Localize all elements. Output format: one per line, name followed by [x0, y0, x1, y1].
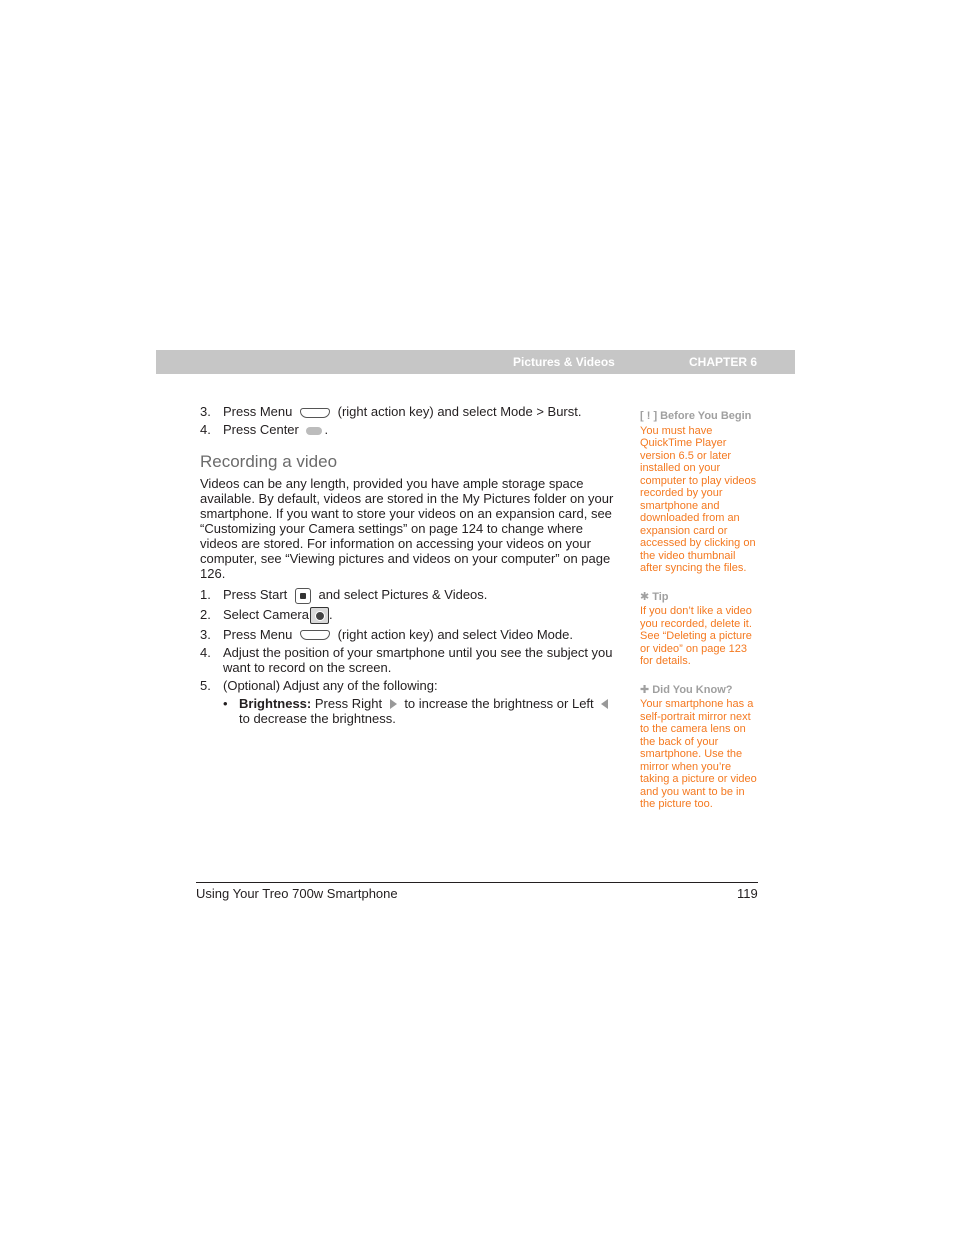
step-text: . — [328, 606, 333, 622]
bullet-label: Brightness: — [239, 695, 312, 711]
right-arrow-icon — [390, 699, 397, 709]
step-3-video-mode — [200, 627, 622, 642]
before-you-begin-title — [640, 410, 760, 423]
step-text: . — [324, 422, 329, 437]
step-2-camera — [200, 607, 622, 624]
step-number: 3. — [200, 404, 211, 419]
did-you-know-body: Your smartphone has a self-portrait mirror next to the camera lens on the back of your smartphone. Use the mirror when you’re taking a picture or video and you want to be in the picture too. — [640, 698, 757, 810]
tip-title — [640, 591, 760, 604]
plus-icon: ✚ — [640, 683, 650, 696]
alert-marker-icon: [ ! ] — [640, 410, 658, 422]
sidebar-title-text: Before You Begin — [660, 410, 752, 422]
tip-body: If you don’t like a video you recorded, delete it. See “Deleting a picture or video” on page 123 for details. — [640, 605, 752, 667]
step-number: 4. — [200, 422, 211, 437]
footer-rule — [196, 882, 758, 883]
before-you-begin-body: You must have QuickTime Player version 6.5 or later installed on your computer to play videos recorded by your smartphone and downloaded from an expansion card or accessed by clicking on the video thumbnail after syncing the files. — [640, 424, 757, 574]
asterisk-icon: ✱ — [640, 590, 650, 603]
step-text: (right action key) and select Mode > Burst. — [337, 404, 582, 419]
step-text: Press Start — [223, 587, 288, 602]
step-text: (Optional) Adjust any of the following: — [223, 677, 438, 693]
did-you-know-title — [640, 684, 760, 697]
footer-title: Using Your Treo 700w Smartphone — [196, 886, 398, 901]
step-4-center — [200, 422, 622, 437]
sidebar-title-text: Tip — [652, 590, 669, 603]
step-number: 3. — [200, 626, 211, 642]
step-text: Adjust the position of your smartphone until you see the subject you want to record on the screen. — [223, 644, 613, 675]
step-number: 2. — [200, 606, 211, 622]
bullet-text: Press Right — [314, 695, 383, 711]
camera-icon — [310, 607, 329, 624]
step-number: 5. — [200, 677, 211, 693]
sidebar-title-text: Did You Know? — [652, 683, 733, 696]
step-4-adjust-position — [200, 645, 622, 675]
step-3-burst — [200, 404, 622, 419]
bullet-text: to increase the brightness or Left — [404, 695, 594, 711]
menu-key-icon — [300, 408, 330, 418]
start-icon — [295, 588, 311, 604]
step-text: Press Menu — [223, 404, 293, 419]
step-text: Press Menu — [223, 626, 293, 642]
step-text: and select Pictures & Videos. — [318, 587, 488, 602]
step-text: Press Center — [223, 422, 299, 437]
step-number: 4. — [200, 644, 211, 660]
bullet-text: to decrease the brightness. — [239, 710, 396, 726]
menu-key-icon — [300, 630, 330, 640]
bullet-dot: • — [223, 695, 228, 711]
header-section-title: Pictures & Videos — [513, 355, 615, 369]
brightness-bullet — [200, 696, 622, 726]
center-key-icon — [306, 427, 322, 435]
page-number: 119 — [737, 886, 758, 901]
left-arrow-icon — [601, 699, 608, 709]
header-chapter-label: CHAPTER 6 — [689, 355, 758, 369]
step-text: (right action key) and select Video Mode. — [337, 626, 573, 642]
step-number: 1. — [200, 587, 211, 602]
sidebar — [640, 410, 760, 827]
step-text: Select Camera — [223, 606, 309, 622]
step-1-start — [200, 587, 622, 604]
step-5-optional — [200, 678, 622, 693]
main-content — [200, 404, 622, 726]
intro-paragraph: Videos can be any length, provided you have ample storage space available. By default, videos are stored in the My Pictures folder on your smartphone. If you want to store your videos on an expansion card, see “Customizing your Camera settings” on page 124 to change where videos are stored. For information on accessing your videos on your computer, see “Viewing pictures and videos on your computer” on page 126. — [200, 476, 614, 581]
section-heading: Recording a video — [200, 452, 338, 471]
